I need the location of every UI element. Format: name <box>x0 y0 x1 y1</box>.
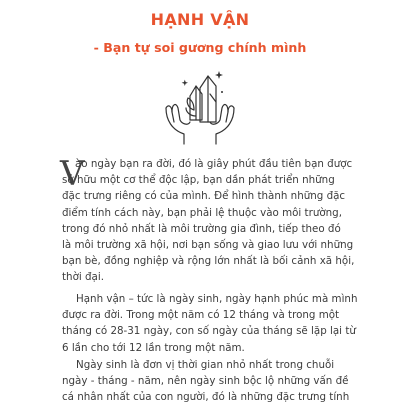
text-line: điểm tính cách này, bạn phải lệ thuộc vào môi trường, <box>62 206 342 219</box>
text-line: 6 lần cho tới 12 lần trong một năm. <box>62 341 245 354</box>
text-line: sở hữu một cơ thể độc lập, bạn dần phát triển những <box>62 174 335 187</box>
text-line: bạn bè, đồng nghiệp và rộng lớn nhất là bối cảnh xã hội, <box>62 255 355 268</box>
text-line: Hạnh vận – tức là ngày sinh, ngày hạnh phúc mà mình <box>76 293 358 305</box>
paragraph-3 <box>62 357 372 406</box>
text-line: đặc trưng riêng có của mình. Để hình thành những đặc <box>62 190 346 203</box>
paragraph-2 <box>62 291 372 356</box>
text-line: Ngày sinh là đơn vị thời gian nhỏ nhất trong chuỗi <box>76 359 335 371</box>
page-subtitle: - Bạn tự soi gương chính mình <box>93 40 307 55</box>
drop-cap: V <box>60 154 85 194</box>
hands-holding-crystal-icon <box>160 64 240 146</box>
text-line: trong đó nhỏ nhất là môi trường gia đình, tiếp theo đó <box>62 222 341 235</box>
text-line: thời đại. <box>62 271 104 284</box>
text-line: tháng có 28-31 ngày, con số ngày của tháng sẽ lặp lại từ <box>62 325 356 338</box>
text-line: ào ngày bạn ra đời, đó là giây phút đầu tiên bạn được <box>75 158 353 170</box>
text-line: được ra đời. Trong một năm có 12 tháng và trong một <box>62 309 340 322</box>
text-line: là môi trường xã hội, nơi bạn sống và giao lưu với những <box>62 239 354 252</box>
page-title: HẠNH VẬN <box>150 10 250 29</box>
paragraph-1 <box>62 156 372 286</box>
text-line: cá nhân nhất của con người, đó là những đặc trưng tính <box>62 391 350 404</box>
text-line: ngày - tháng - năm, nên ngày sinh bộc lộ những vấn đề <box>62 375 349 388</box>
